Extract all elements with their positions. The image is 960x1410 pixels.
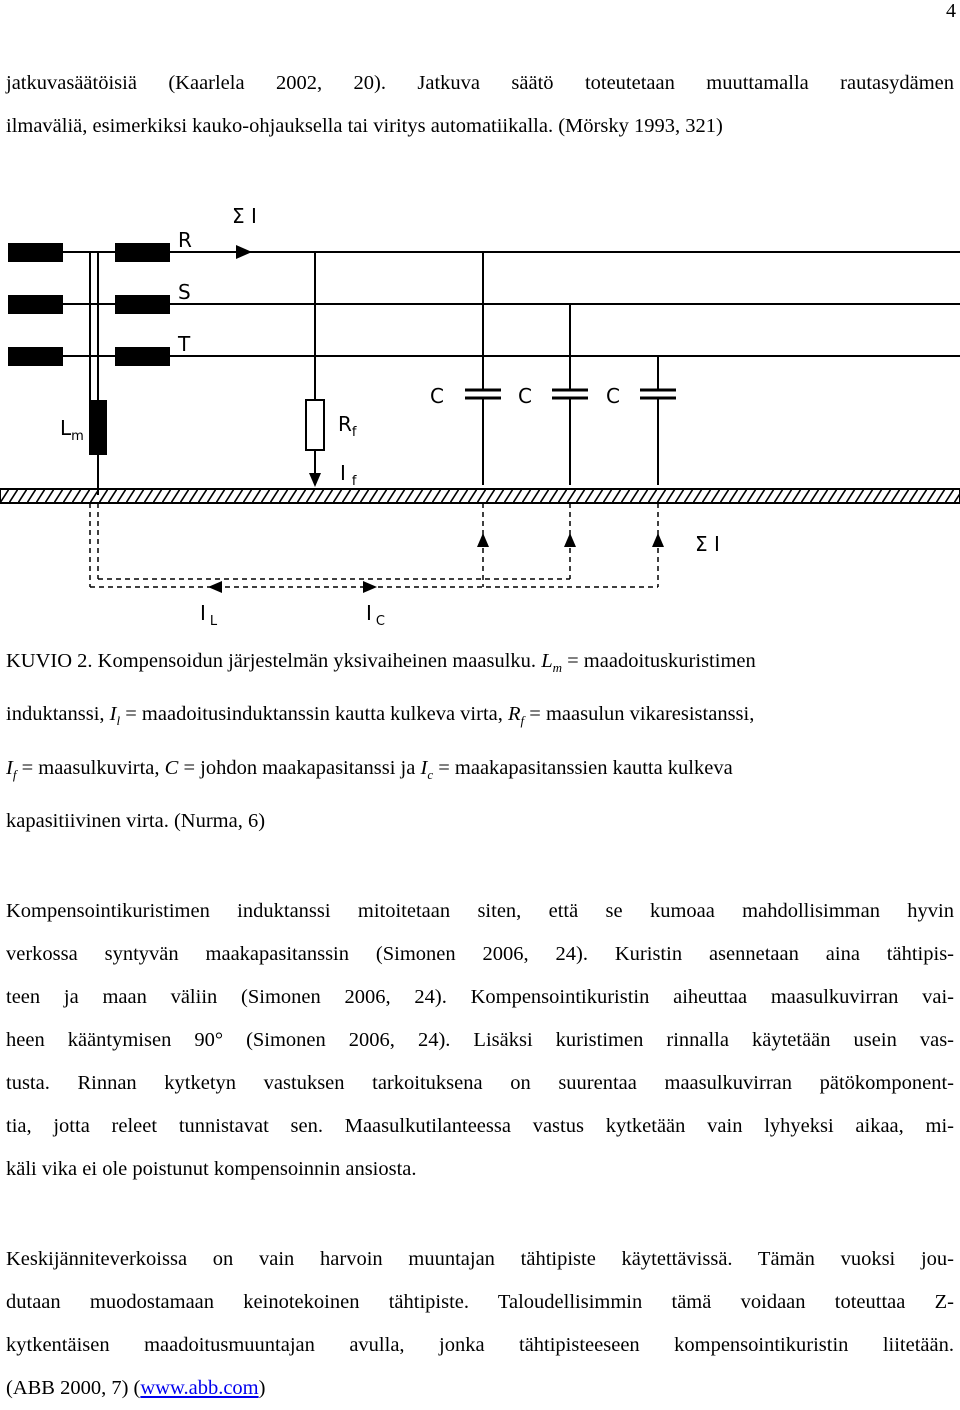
paragraph-keskijannite: [6, 1238, 954, 1410]
phase-t-label: T: [178, 332, 191, 356]
abb-link[interactable]: www.abb.com: [140, 1377, 259, 1399]
text-line: dutaan muodostamaan keinotekoinen tähtipiste. Taloudellisimmin tämä voidaan toteuttaa Z-: [6, 1291, 954, 1313]
transformer-winding-s: [8, 295, 63, 314]
inductor-lm: [89, 400, 107, 455]
transformer-winding-r2: [115, 243, 170, 262]
text-line: tusta. Rinnan kytketyn vastuksen tarkoituksena on suurentaa maasulkuvirran pätökomponent-: [6, 1072, 954, 1094]
transformer-winding-t2: [115, 347, 170, 366]
rf-label: $R_f$: [338, 412, 357, 440]
phase-s-label: S: [178, 280, 191, 304]
sum-i-bottom-label: Σ I: [695, 532, 720, 556]
phase-r-label: R: [178, 228, 192, 252]
capacitive-return-arrow: [363, 581, 377, 593]
text-line: (ABB 2000, 7) (www.abb.com): [6, 1377, 266, 1399]
capacitive-current-arrow: [564, 533, 576, 547]
sum-i-top-label: Σ I: [232, 204, 257, 228]
text-line: Kompensointikuristimen induktanssi mitoitetaan siten, että se kumoaa mahdollisimman hyvin: [6, 900, 954, 922]
fault-current-arrow: [309, 473, 321, 487]
resistor-rf: [306, 400, 324, 450]
text-line: verkossa syntyvän maakapasitanssin (Simonen 2006, 24). Kuristin asennetaan aina tähtipis-: [6, 943, 954, 965]
capacitor-2-label: C: [518, 384, 532, 408]
caption-line: $I_f$ = maasulkuvirta, C = johdon maakapasitanssi ja $I_c$ = maakapasitanssien kautta kulkeva: [6, 757, 733, 783]
caption-line: induktanssi, $I_l$ = maadoitusinduktanssin kautta kulkeva virta, $R_f$ = maasulun vikaresistanssi,: [6, 703, 755, 729]
text-line: tia, jotta releet tunnistavat sen. Maasulkutilanteessa vastus kytketään vain lyhyeksi aikaa, mi-: [6, 1115, 954, 1137]
earth-ground: [0, 489, 960, 503]
transformer-winding-s2: [115, 295, 170, 314]
capacitor-3-label: C: [606, 384, 620, 408]
transformer-winding-t: [8, 347, 63, 366]
capacitor-1-label: C: [430, 384, 444, 408]
intro-line: ilmaväliä, esimerkiksi kauko-ohjauksella tai viritys automatiikalla. (Mörsky 1993, 321): [6, 115, 723, 137]
caption-line: kapasitiivinen virta. (Nurma, 6): [6, 810, 266, 832]
text-line: käli vika ei ole poistunut kompensoinnin ansiosta.: [6, 1158, 417, 1180]
intro-line: jatkuvasäätöisiä (Kaarlela 2002, 20). Jatkuva säätö toteutetaan muuttamalla rautasydämen: [6, 72, 954, 94]
text-line: kytkentäisen maadoitusmuuntajan avulla, jonka tähtipisteeseen kompensointikuristin liitetään.: [6, 1334, 954, 1356]
current-arrow: [236, 245, 252, 259]
ic-label: I $_C$: [366, 601, 385, 629]
inductive-current-arrow: [208, 581, 222, 593]
lm-label: $L_m$: [60, 416, 84, 444]
il-label: I $_L$: [200, 601, 218, 629]
if-label: I $_f$: [340, 461, 357, 489]
text-line: Keskijänniteverkoissa on vain harvoin muuntajan tähtipiste käytettävissä. Tämän vuoksi jou-: [6, 1248, 954, 1270]
page-number: 4: [946, 0, 956, 22]
capacitive-current-arrow: [477, 533, 489, 547]
transformer-winding-r: [8, 243, 63, 262]
text-line: teen ja maan väliin (Simonen 2006, 24). Kompensointikuristin aiheuttaa maasulkuvirran vai-: [6, 986, 954, 1008]
caption-line: KUVIO 2. Kompensoidun järjestelmän yksivaiheinen maasulku. $L_m$ = maadoituskuristimen: [6, 650, 756, 676]
paragraph-kompensointi: [6, 890, 954, 1191]
intro-paragraph: [6, 62, 954, 148]
text-line: heen kääntymisen 90° (Simonen 2006, 24). Lisäksi kuristimen rinnalla käytetään usein vas-: [6, 1029, 954, 1051]
circuit-diagram: [0, 195, 960, 635]
capacitive-current-arrow: [652, 533, 664, 547]
